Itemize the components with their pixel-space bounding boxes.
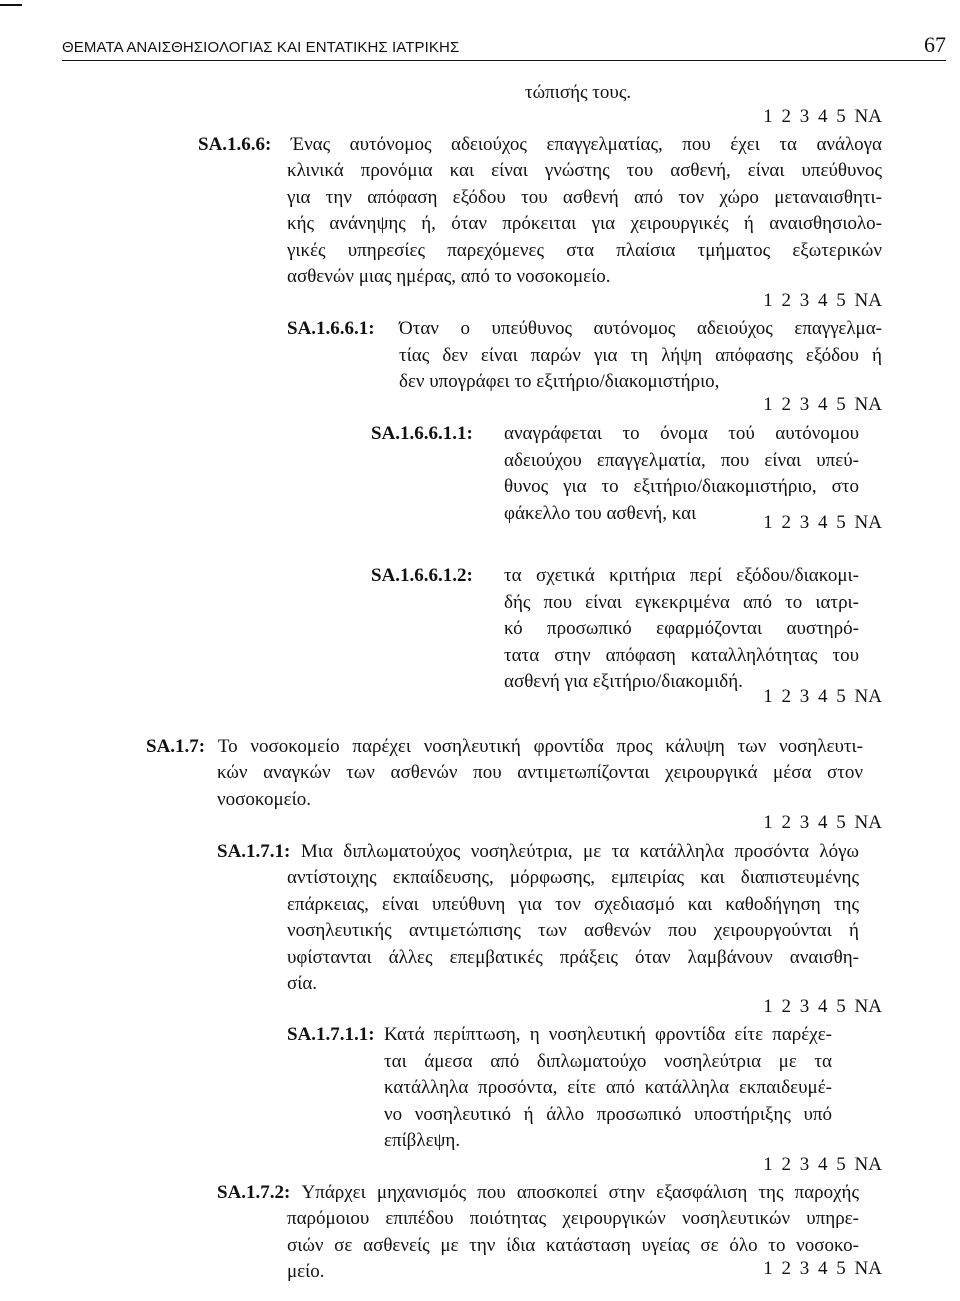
text-line: ται άμεσα από διπλωματούχο νοσηλεύτρια με τα: [384, 1050, 832, 1072]
rating-scale: 1 2 3 4 5 ΝΑ: [763, 1258, 882, 1279]
item-code: SA.1.7.1.1:: [287, 1024, 375, 1045]
text-line: δής που είναι εγκεκριμένα από το ιατρι-: [504, 591, 859, 613]
item-sa-1-6-6-body: [287, 158, 882, 291]
text-line: υφίστανται άλλες επεμβατικές πράξεις όταν λαμβάνουν αναισθη-: [287, 946, 859, 968]
text-line: επάρκειας, είναι υπεύθυνη για τον σχεδιασμό και καθοδήγηση της: [287, 893, 859, 915]
text-line: τώπισής τους.: [525, 82, 632, 103]
text-line: γικές υπηρεσίες παρεχόμενες στα πλαίσια τμήματος εξωτερικών: [287, 239, 882, 261]
item-code: SA.1.6.6.1.2:: [371, 565, 473, 586]
text-line: Κατά περίπτωση, η νοσηλευτική φροντίδα είτε παρέχε-: [384, 1024, 832, 1045]
item-code: SA.1.6.6.1.1:: [371, 423, 473, 444]
item-code: SA.1.6.6:: [198, 134, 272, 155]
text-line: τα σχετικά κριτήρια περί εξόδου/διακομι-: [504, 565, 859, 586]
continuation-text: [525, 80, 631, 107]
text-line: αδειούχου επαγγελματία, που είναι υπεύ-: [504, 449, 859, 471]
item-sa-1-7-1-body: [287, 865, 859, 998]
text-line: κό προσωπικό εφαρμόζονται αυστηρό-: [504, 618, 859, 639]
item-code: SA.1.6.6.1:: [287, 318, 375, 339]
item-code: SA.1.7.1:: [217, 841, 291, 862]
text-line: κών αναγκών των ασθενών που αντιμετωπίζονται χειρουργικά μέσα στον: [217, 762, 863, 783]
text-line: τίας δεν είναι παρών για τη λήψη απόφασης εξόδου ή: [399, 344, 882, 366]
text-line: αντίστοιχης εκπαίδευσης, μόρφωσης, εμπειρίας και διαπιστευμένης: [287, 867, 859, 888]
text-line: Το νοσοκομείο παρέχει νοσηλευτική φροντίδα προς κάλυψη των νοσηλευτι-: [217, 736, 863, 757]
text-line: νο νοσηλευτικό ή άλλο προσωπικό υποστήριξης υπό: [384, 1103, 832, 1125]
page-number: 67: [924, 32, 946, 57]
text-line: Ένας αυτόνομος αδειούχος επαγγελματίας, που έχει τα ανάλογα: [290, 134, 883, 155]
item-code: SA.1.7:: [146, 736, 206, 757]
text-line: φάκελλο του ασθενή, και: [504, 502, 697, 524]
rating-scale: 1 2 3 4 5 ΝΑ: [763, 106, 882, 127]
item-sa-1-7-1: [217, 839, 859, 866]
text-line: τατα στην απόφαση καταλληλότητας του: [504, 644, 859, 666]
item-sa-1-7-2: [217, 1180, 859, 1207]
text-line: νοσηλευτικής αντιμετώπισης των ασθενών που χειρουργούνται ή: [287, 920, 859, 941]
text-line: κής ανάνηψης ή, όταν πρόκειται για χειρουργικές ή αναισθησιολο-: [287, 213, 882, 234]
text-line: θυνος για το εξιτήριο/διακομιστήριο, στο: [504, 476, 859, 497]
text-line: σιών σε ασθενείς με την ίδια κατάσταση υγείας σε όλο το νοσοκο-: [287, 1234, 859, 1256]
text-line: Μια διπλωματούχος νοσηλεύτρια, με τα κατάλληλα προσόντα λόγω: [300, 841, 859, 862]
text-line: αναγράφεται το όνομα τού αυτόνομου: [504, 423, 859, 444]
item-sa-1-6-6-1-2: [371, 563, 859, 696]
text-line: μείο.: [287, 1261, 325, 1282]
rating-scale: 1 2 3 4 5 ΝΑ: [763, 1154, 882, 1175]
item-sa-1-6-6-1: [287, 316, 882, 396]
rating-scale: 1 2 3 4 5 ΝΑ: [763, 996, 882, 1017]
text-line: κατάλληλα προσόντα, είτε από κατάλληλα εκπαιδευμέ-: [384, 1077, 832, 1098]
text-line: κλινικά προνόμια και είναι γνώστης του ασθενή, είναι υπεύθυνος: [287, 160, 882, 181]
text-line: παρόμοιου επιπέδου ποιότητας χειρουργικών νοσηλευτικών υπηρε-: [287, 1208, 859, 1229]
item-sa-1-7-1-1: [287, 1022, 832, 1155]
rating-scale: 1 2 3 4 5 ΝΑ: [763, 812, 882, 833]
text-line: ασθενών μιας ημέρας, από το νοσοκομείο.: [287, 266, 611, 287]
text-line: νοσοκομείο.: [217, 788, 312, 810]
text-line: Υπάρχει μηχανισμός που αποσκοπεί στην εξασφάλιση της παροχής: [301, 1182, 859, 1203]
item-sa-1-7: [146, 734, 863, 761]
rating-scale: 1 2 3 4 5 ΝΑ: [763, 394, 882, 415]
item-code: SA.1.7.2:: [217, 1182, 291, 1203]
item-sa-1-6-6: [198, 132, 882, 159]
rating-scale: 1 2 3 4 5 ΝΑ: [763, 290, 882, 311]
text-line: ασθενή για εξιτήριο/διακομιδή.: [504, 671, 743, 692]
rating-scale: 1 2 3 4 5 ΝΑ: [763, 686, 882, 707]
rating-scale: 1 2 3 4 5 ΝΑ: [763, 512, 882, 533]
item-sa-1-7-body: [217, 760, 863, 813]
text-line: δεν υπογράφει το εξιτήριο/διακομιστήριο,: [399, 371, 720, 392]
running-title: ΘΕΜΑΤΑ ΑΝΑΙΣΘΗΣΙΟΛΟΓΙΑΣ ΚΑΙ ΕΝΤΑΤΙΚΗΣ ΙΑΤΡΙΚΗΣ: [62, 39, 460, 56]
text-line: σία.: [287, 973, 318, 994]
text-line: Όταν ο υπεύθυνος αυτόνομος αδειούχος επαγγελμα-: [399, 318, 882, 339]
text-line: επίβλεψη.: [384, 1130, 461, 1151]
text-line: για την απόφαση εξόδου του ασθενή από τον χώρο μεταναισθητι-: [287, 186, 882, 208]
